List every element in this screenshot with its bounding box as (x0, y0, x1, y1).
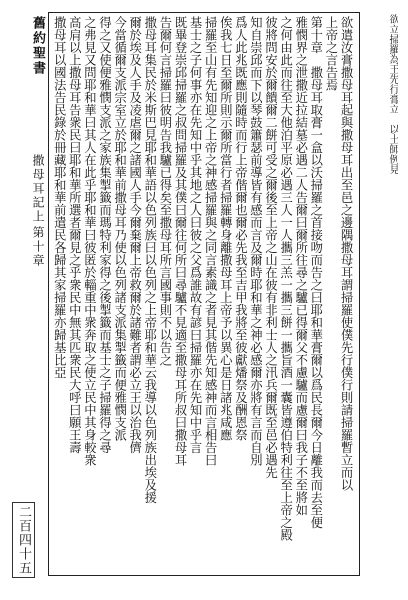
text-column: 既畢登崇邱掃羅之叔問掃羅及其僕曰爾往何所曰尋驢不見適至撒母耳所叔曰撒母耳 (172, 16, 187, 466)
text-column: 高肩以上撒母耳告衆民曰耶和華所選者爾見之乎衆民中無其匹衆民大呼曰願王壽 (67, 16, 82, 454)
text-column: 之何由此而往至大他泊平原必遇三人一人攜三羔一攜三餅一攜旨酒一囊皆遵伯特利往至上帝之殿 (278, 16, 293, 541)
text-column: 撒母耳以國法告民錄於冊藏耶和華前遣民各歸其家掃羅亦歸基比亞 (52, 16, 67, 379)
text-column: 爲人此兆既應則隨時而行上帝偕爾也爾必先我至吉甲我將至彼獻燔祭及酬恩祭 (233, 16, 248, 441)
text-column: 掃羅至山有先知迎之上帝之神感掃羅與之同言素識之者見其偕先知感神而言相告曰 (203, 16, 218, 466)
chapter-name: 撒母耳記上 (31, 154, 45, 224)
text-column: 上帝之言告焉 (323, 16, 338, 91)
text-column: 彼將問安於爾饋爾二餅可受之爾後至上帝之山在彼有非利士人之汛兵爾既至邑必遇先 (263, 16, 278, 479)
book-page (6, 6, 402, 594)
text-column: 雅憫界之泄撒近拉結墓必遇二人告爾曰爾所往尋之驢已得爾父不慮驢而慮爾曰我子不至將如 (293, 16, 308, 516)
text-column: 欲遣汝膏撒母耳起與撒母耳出至邑之邊隅撒母耳謂掃羅使僕先行僕行則請掃羅暫立而以 (339, 16, 353, 491)
book-title: 舊約聖書 (30, 16, 45, 76)
right-margin (360, 14, 400, 574)
text-column: 知自崇邱而下以琴鼓簫瑟前導皆有感而言及爾時耶和華之神必感爾亦將有言而自別 (248, 16, 263, 466)
text-column: 之弗見又問耶和華曰其人在此乎耶和華曰彼匿於輜重中衆奔取之使立民中其身較衆 (82, 16, 97, 466)
text-column: 爾於埃及人手及凌虐爾之諸國人手今爾棄爾上帝救爾於諸難者謂必立王以治我儕 (127, 16, 142, 454)
text-column: 第十章 撒母耳取膏一盒以沃掃羅之首接吻而告之曰耶和華膏爾以爲民長爾今日離我而去至便 (308, 16, 323, 529)
text-column: 俟我七日至爾所則示爾所當行者掃羅轉身離撒母耳上帝予以異心是日諸兆咸應 (218, 16, 233, 441)
body-text (52, 16, 354, 572)
page-number: 二百四十五 (12, 502, 35, 578)
text-column: 今當循爾支派宗室立於耶和華前撒母耳乃使以色列諸支派集掣籤而便雅憫支派 (112, 16, 127, 441)
left-margin (8, 16, 48, 582)
text-column: 撒母耳集民於米斯巴見耶和華語以色列族曰以色列之上帝耶和華云我導以色列族出埃及援 (142, 16, 157, 504)
text-column: 告爾何言掃羅曰彼明告我驢已得矣至撒母耳所言國事則不以告之 (157, 16, 172, 366)
margin-note: 欲立掃羅為王先行膏立 以土師例見 (387, 14, 398, 174)
chapter-number: 第十章 (31, 226, 45, 268)
text-column: 得之又使便雅憫支派之家族集掣籤而瑪特利家得之後掣籤而基士之子掃羅得之尋 (97, 16, 112, 454)
text-column: 基士之子何事亦在先知中乎其地之人曰彼之父爲誰故有諺曰掃羅亦在先知中乎言 (188, 16, 203, 454)
